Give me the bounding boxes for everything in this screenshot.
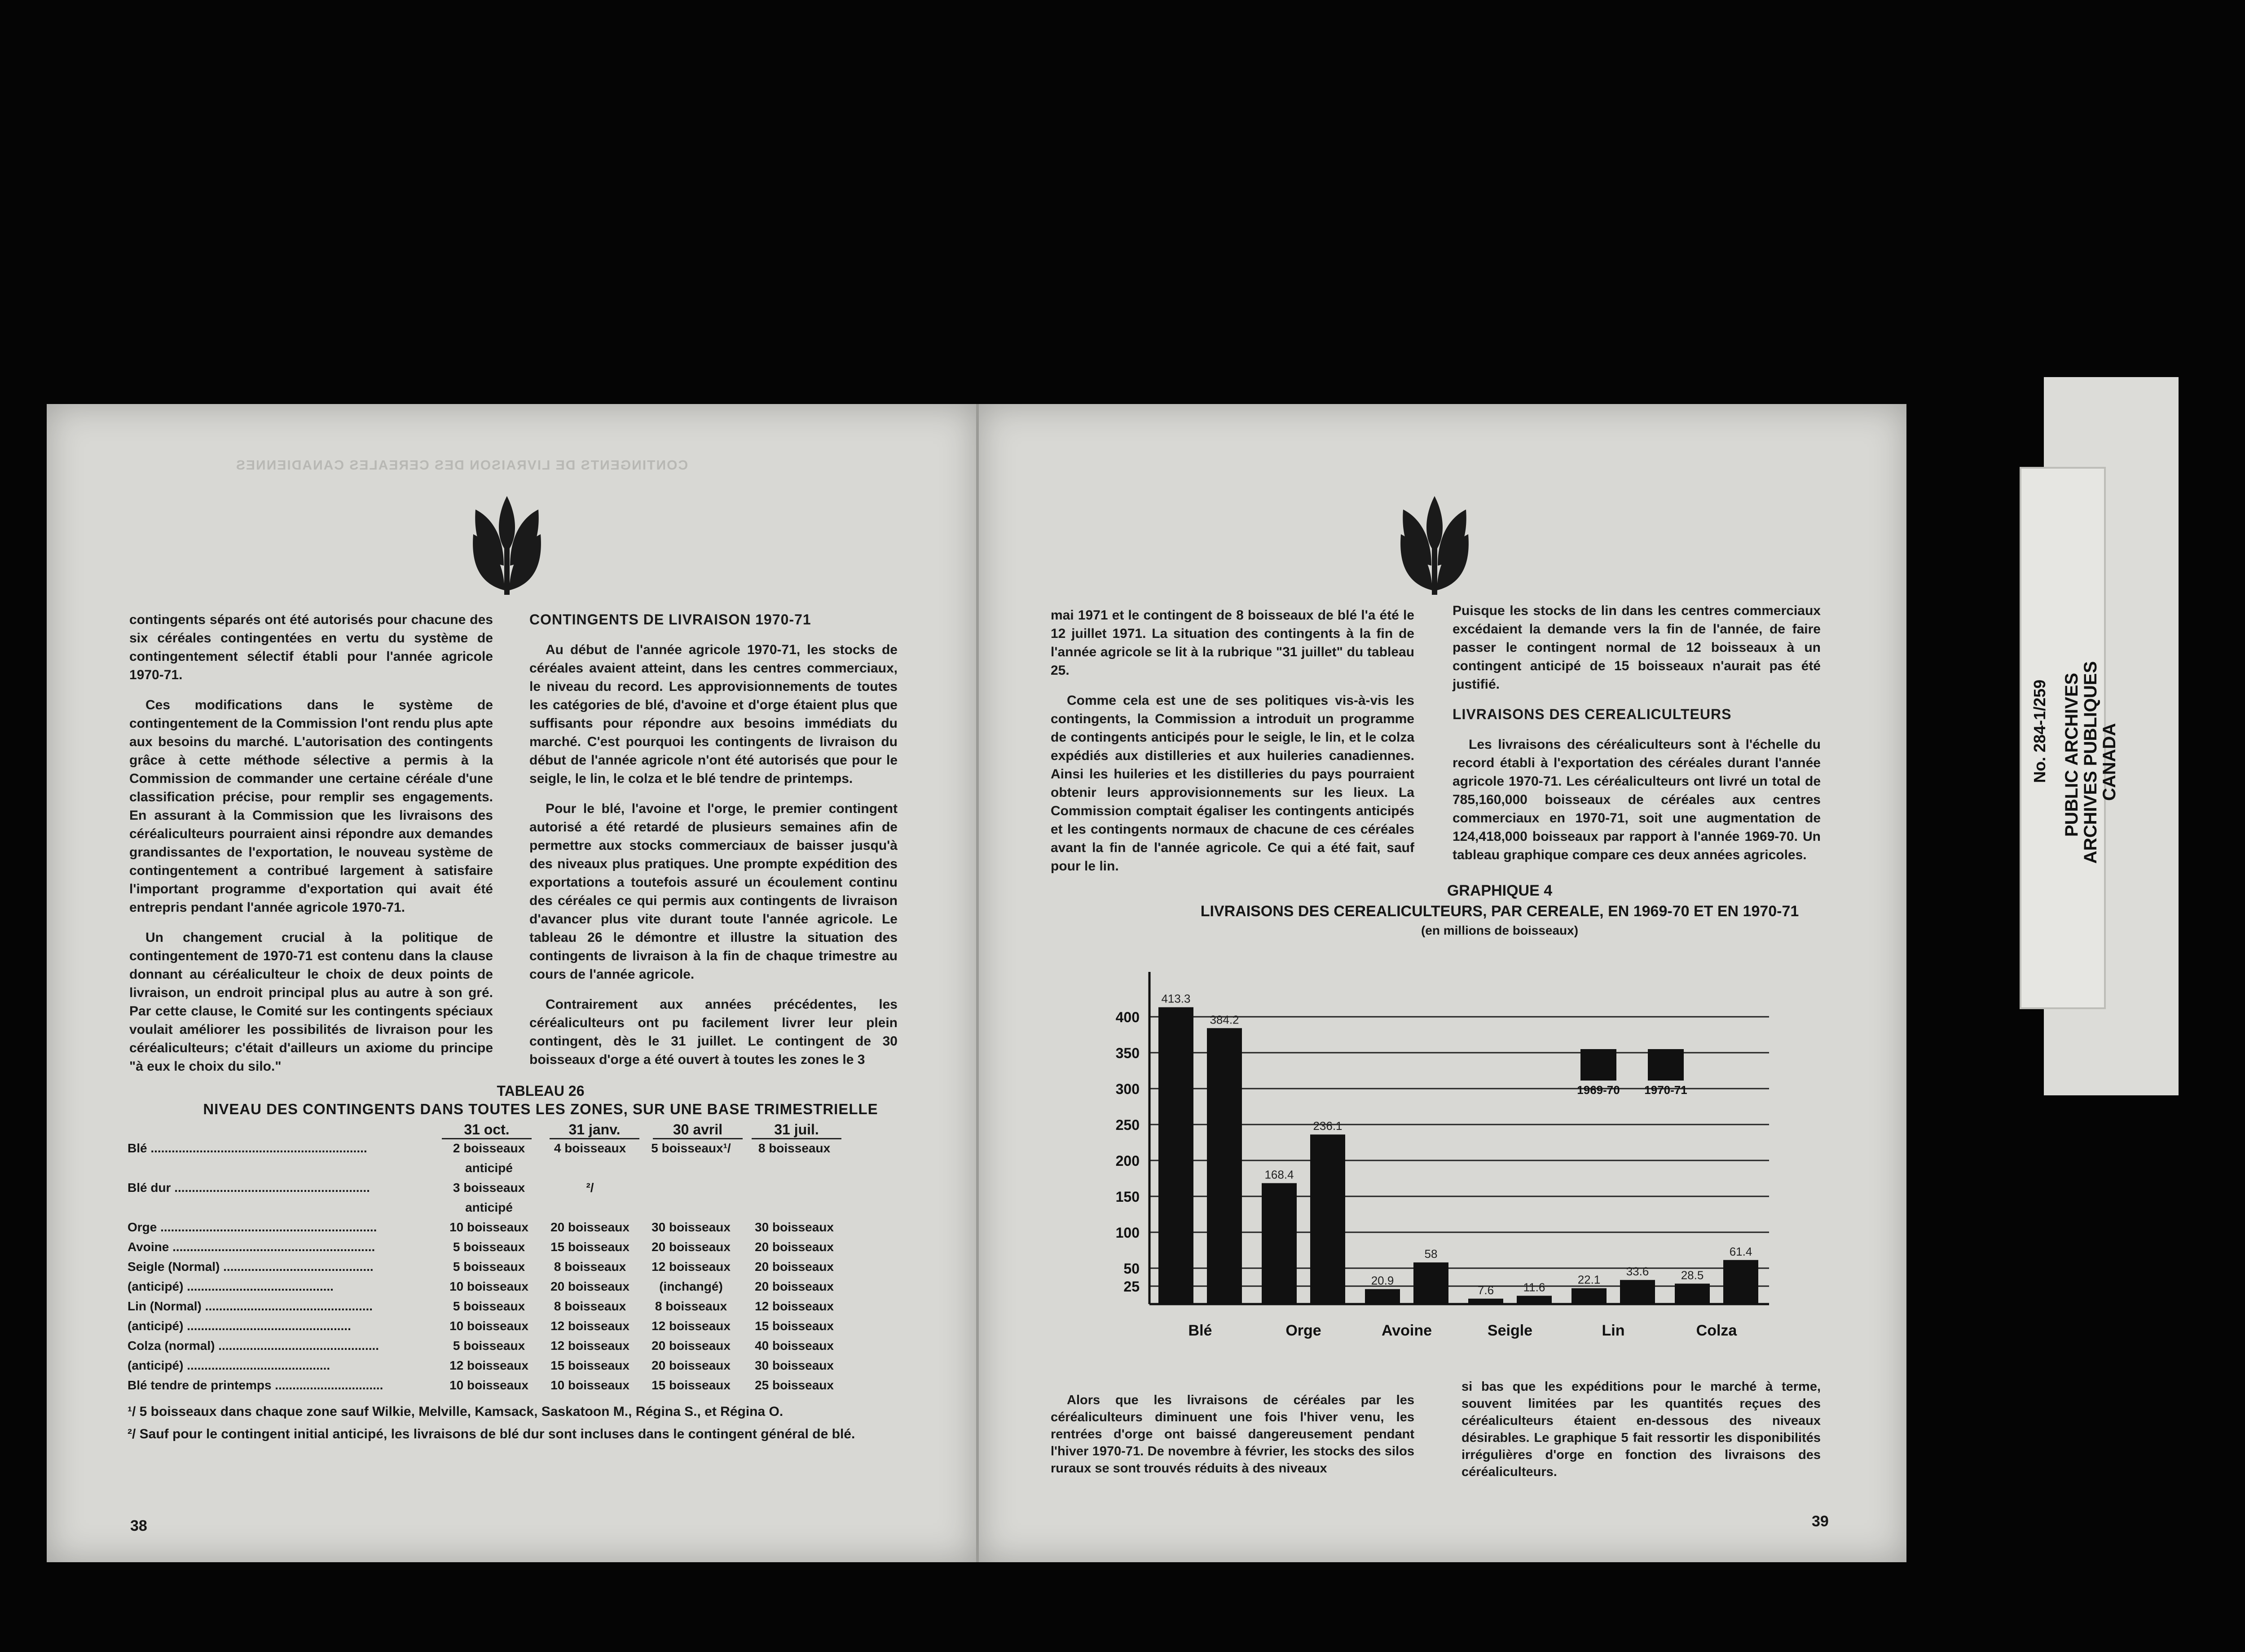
y-tick-label: 350 [1115,1045,1140,1061]
column-header: 31 janv. [550,1121,639,1139]
table-subtitle: NIVEAU DES CONTINGENTS DANS TOUTES LES ZONES, SUR UNE BASE TRIMESTRIELLE [203,1101,878,1117]
table-cell: 15 boisseaux [550,1358,629,1372]
footnote-2: ²/ Sauf pour le contingent initial anticipé, les livraisons de blé dur sont incluses dans le contingent général de blé. [128,1427,855,1441]
row-label: Seigle (Normal) ........................................... [128,1260,374,1274]
table-cell: 12 boisseaux [651,1260,731,1274]
bar-blé-1970-71 [1207,1028,1242,1304]
y-tick-label: 150 [1115,1189,1140,1205]
category-label: Orge [1285,1322,1321,1339]
bar-colza-1970-71 [1723,1260,1758,1304]
data-label: 168.4 [1264,1168,1294,1182]
table-cell: 10 boisseaux [449,1378,528,1392]
table-cell: anticipé [465,1161,513,1175]
data-label: 28.5 [1681,1268,1704,1282]
right-bottom-column-1 [1051,1392,1414,1489]
table-row [128,1279,954,1299]
chart-title: GRAPHIQUE 4 [1447,882,1553,899]
chart-subtitle: LIVRAISONS DES CEREALICULTEURS, PAR CEREALE, EN 1969-70 ET EN 1970-71 [1200,903,1799,920]
row-label: Blé .............................................................. [128,1141,367,1155]
table-cell: 20 boisseaux [550,1279,629,1293]
table-cell: 12 boisseaux [651,1319,731,1333]
table-cell: 4 boisseaux [554,1141,626,1155]
table-cell: 10 boisseaux [449,1220,528,1234]
table-cell: (inchangé) [659,1279,723,1293]
data-label: 61.4 [1729,1244,1752,1258]
bar-avoine-1970-71 [1413,1262,1448,1304]
table-cell: 20 boisseaux [755,1279,834,1293]
left-column-2 [529,611,898,1081]
y-tick-label: 50 [1123,1261,1140,1277]
bar-orge-1970-71 [1310,1134,1345,1304]
table-row [128,1161,954,1181]
paragraph: contingents séparés ont été autorisés pour chacune des six céréales contingentées en vertu du système de contingentement sélectif établi pour l'année agricole 1970-71. [129,612,493,682]
left-page [47,404,976,1562]
bar-lin-1969-70 [1572,1288,1607,1304]
legend-swatch-1969-70 [1580,1049,1616,1081]
y-tick-label: 100 [1115,1225,1140,1241]
table-cell: 10 boisseaux [449,1279,528,1293]
table-cell: 10 boisseaux [449,1319,528,1333]
paragraph: Alors que les livraisons de céréales par les céréaliculteurs diminuent une fois l'hiver venu, les rentrées d'orge ont baissé dangereusement pendant l'hiver 1970-71. De novembre à février, les stocks des silos ruraux se sont trouvés réduits à des niveaux [1051,1393,1414,1476]
table-cell: 8 boisseaux [554,1299,626,1313]
table-cell: ²/ [586,1181,594,1195]
row-label: (anticipé) ......................................... [128,1358,330,1372]
table-cell: 5 boisseaux [453,1260,525,1274]
table-row [128,1200,954,1220]
table-cell: 5 boisseaux [453,1339,525,1353]
table-cell: 15 boisseaux [651,1378,731,1392]
table-cell: 10 boisseaux [550,1378,629,1392]
table-cell: 20 boisseaux [755,1260,834,1274]
column-header: 31 oct. [442,1121,532,1139]
table-cell: 30 boisseaux [651,1220,731,1234]
table-title: TABLEAU 26 [497,1083,585,1099]
table-cell: 30 boisseaux [755,1358,834,1372]
table-cell: 20 boisseaux [755,1240,834,1254]
row-label: Lin (Normal) ................................................ [128,1299,373,1313]
wheat-logo-icon [469,494,545,597]
data-label: 236.1 [1313,1119,1343,1133]
chart-plot [1087,945,1850,1349]
table-row [128,1141,954,1161]
chart-unit-label: (en millions de boisseaux) [1421,923,1579,937]
table-cell: 15 boisseaux [550,1240,629,1254]
section-heading: LIVRAISONS DES CEREALICULTEURS [1453,706,1732,722]
table-cell: 15 boisseaux [755,1319,834,1333]
table-cell: 25 boisseaux [755,1378,834,1392]
y-tick-label: 300 [1115,1081,1140,1097]
paragraph: mai 1971 et le contingent de 8 boisseaux de blé l'a été le 12 juillet 1971. La situation des contingents à la fin de l'année agricole se lit à la rubrique "31 juillet" du tableau 25. [1051,608,1414,678]
data-label: 413.3 [1161,992,1191,1006]
table-cell: 8 boisseaux [655,1299,727,1313]
table-cell: anticipé [465,1200,513,1214]
table-cell: 30 boisseaux [755,1220,834,1234]
table-cell: 3 boisseaux [453,1181,525,1195]
right-column-2 [1453,602,1821,876]
row-label: (anticipé) .......................................... [128,1279,334,1293]
page-number: 39 [1812,1513,1829,1530]
data-label: 33.6 [1626,1265,1649,1279]
table-cell: 12 boisseaux [755,1299,834,1313]
y-tick-label: 400 [1115,1009,1140,1025]
category-label: Blé [1188,1322,1212,1339]
paragraph: Contrairement aux années précédentes, les céréaliculteurs ont pu facilement livrer leur plein contingent, dès le 31 juillet. Le contingent de 30 boisseaux d'orge a été ouvert à toutes les zones le 3 [529,997,898,1067]
table-cell: 5 boisseaux¹/ [651,1141,731,1155]
data-label: 384.2 [1210,1013,1239,1027]
bar-avoine-1969-70 [1365,1289,1400,1304]
bar-blé-1969-70 [1158,1007,1193,1304]
table-cell: 20 boisseaux [651,1358,731,1372]
table-cell: 2 boisseaux [453,1141,525,1155]
right-page [976,404,1906,1562]
archive-line-2: ARCHIVES PUBLIQUES [2081,661,2100,864]
table-cell: 12 boisseaux [550,1339,629,1353]
table-cell: 8 boisseaux [758,1141,831,1155]
table-cell: 5 boisseaux [453,1240,525,1254]
legend-label: 1969-70 [1577,1083,1620,1097]
table-row [128,1358,954,1378]
quota-table [128,1082,954,1443]
column-header: 31 juil. [752,1121,841,1139]
right-column-1 [1051,606,1414,887]
archive-card [2020,467,2119,1009]
paragraph: si bas que les expéditions pour le marché à terme, souvent limitées par les quantités reçues des céréaliculteurs étaient en-dessous des niveaux désirables. Le graphique 5 fait ressortir les disponibilités irrégulières d'orge en fonction des livraisons des céréaliculteurs. [1461,1380,1821,1479]
paragraph: Pour le blé, l'avoine et l'orge, le premier contingent autorisé a été retardé de plusieurs semaines afin de permettre aux stocks commerciaux de baisser jusqu'à des niveaux plus pratiques. Une prompte expédition des exportations a toutefois assuré un écoulement continu des céréales ce qui permis aux contingents de livraison d'avancer plus vite durant toute l'année agricole. Le tableau 26 le démontre et illustre la situation des contingents de livraison à la fin de chaque trimestre au cours de l'année agricole. [529,801,898,982]
y-tick-label: 200 [1115,1153,1140,1169]
bar-orge-1969-70 [1262,1183,1297,1304]
table-row [128,1220,954,1240]
bar-lin-1970-71 [1620,1280,1655,1304]
mirrored-bleed-header: CONTINGENTS DE LIVRAISON DES CEREALES CANADIENNES [235,458,688,473]
footnote-1: ¹/ 5 boisseaux dans chaque zone sauf Wilkie, Melville, Kamsack, Saskatoon M., Régina S., et Régina O. [128,1404,784,1419]
data-label: 7.6 [1477,1283,1494,1297]
legend-swatch-1970-71 [1648,1049,1684,1081]
archive-line-1: PUBLIC ARCHIVES [2062,672,2082,837]
table-cell: 5 boisseaux [453,1299,525,1313]
row-label: Colza (normal) .............................................. [128,1339,379,1353]
bar-seigle-1970-71 [1517,1296,1552,1304]
table-cell: 12 boisseaux [550,1319,629,1333]
bar-colza-1969-70 [1675,1283,1710,1304]
right-bottom-column-2 [1461,1378,1821,1492]
paragraph: Ces modifications dans le système de contingentement de la Commission l'ont rendu plus apte aux besoins du marché. L'autorisation des contingents grâce à cette méthode sélective a permis à la Commission de commander une certaine céréale d'une classification précise, pour remplir ses engagements. En assurant à la Commission que les livraisons des céréaliculteurs pourraient ainsi répondre aux demandes grandissantes de l'exportation, le nouveau système de contingentement a contribué largement à satisfaire l'important programme d'exportation qui avait été entrepris pendant l'année agricole 1970-71. [129,698,493,915]
table-row [128,1240,954,1260]
wheat-logo-icon [1396,494,1473,597]
paragraph: Puisque les stocks de lin dans les centres commerciaux excédaient la demande vers la fin de l'année, de faire passer le contingent normal de 12 boisseaux à un contingent anticipé de 15 boisseaux n'aurait pas été justifié. [1453,603,1821,692]
data-label: 22.1 [1577,1273,1601,1287]
legend-label: 1970-71 [1644,1083,1687,1097]
table-cell: 20 boisseaux [550,1220,629,1234]
table-cell: 20 boisseaux [651,1339,731,1353]
section-heading: CONTINGENTS DE LIVRAISON 1970-71 [529,611,811,628]
row-label: (anticipé) ............................................... [128,1319,351,1333]
table-row [128,1299,954,1319]
column-header: 30 avril [653,1121,743,1139]
data-label: 58 [1424,1247,1438,1261]
table-cell: 8 boisseaux [554,1260,626,1274]
row-label: Blé tendre de printemps ............................... [128,1378,383,1392]
table-row [128,1378,954,1398]
bar-seigle-1969-70 [1468,1299,1503,1304]
paragraph: Comme cela est une de ses politiques vis-à-vis les contingents, la Commission a introduit un programme de contingents anticipés pour le seigle, le lin, et le colza expédiés aux distilleries et aux huileries canadiennes. Ainsi les huileries et les distilleries du pays pourraient obtenir leurs approvisionnements sur les lieux. La Commission comptait égaliser les contingents anticipés et les contingents normaux de chacune de ces céréales avant la fin de l'année agricole. Ce qui a été fait, sauf pour le lin. [1051,693,1414,874]
table-cell: 20 boisseaux [651,1240,731,1254]
table-row [128,1260,954,1279]
table-row [128,1339,954,1358]
table-row [128,1319,954,1339]
data-label: 20.9 [1371,1274,1394,1287]
archive-number: No. 284-1/259 [2030,679,2049,783]
table-cell: 40 boisseaux [755,1339,834,1353]
row-label: Blé dur ........................................................ [128,1181,370,1195]
left-column-1 [129,611,493,1087]
paragraph: Un changement crucial à la politique de contingentement de 1970-71 est contenu dans la clause donnant au céréaliculteur le choix de deux points de livraison, un endroit principal plus au autre à son gré. Par cette clause, le Comité sur les contingents spéciaux voulait améliorer les possibilités de livraison pour les céréaliculteurs; c'était d'ailleurs un axiome du principe "à eux le choix du silo." [129,930,493,1074]
paragraph: Au début de l'année agricole 1970-71, les stocks de céréales avaient atteint, dans les centres commerciaux, le niveau du record. Les approvisionnements de toutes les catégories de blé, d'avoine et d'orge étaient plus que suffisants pour répondre aux besoins immédiats du marché. C'est pourquoi les contingents de livraison du début de l'année agricole n'ont été autorisés que pour le seigle, le lin, le colza et le blé tendre de printemps. [529,642,898,786]
y-tick-label: 250 [1115,1117,1140,1133]
archive-line-3: CANADA [2100,723,2119,801]
y-tick-label: 25 [1123,1279,1140,1295]
category-label: Lin [1602,1322,1625,1339]
data-label: 11.6 [1523,1280,1545,1294]
table-body [128,1141,954,1398]
category-label: Seigle [1487,1322,1533,1339]
table-cell: 12 boisseaux [449,1358,528,1372]
paragraph: Les livraisons des céréaliculteurs sont à l'échelle du record établi à l'exportation des céréales durant l'année agricole 1970-71. Les céréaliculteurs ont livré un total de 785,160,000 boisseaux de céréales aux centres commerciaux en 1970-71, soit une augmentation de 124,418,000 boisseaux par rapport à l'année 1969-70. Un tableau graphique compare ces deux années agricoles. [1453,737,1821,862]
category-label: Avoine [1381,1322,1432,1339]
page-number: 38 [130,1517,147,1534]
table-header [128,1121,954,1141]
table-row [128,1181,954,1200]
row-label: Orge .............................................................. [128,1220,377,1234]
category-label: Colza [1696,1322,1737,1339]
row-label: Avoine .......................................................... [128,1240,375,1254]
